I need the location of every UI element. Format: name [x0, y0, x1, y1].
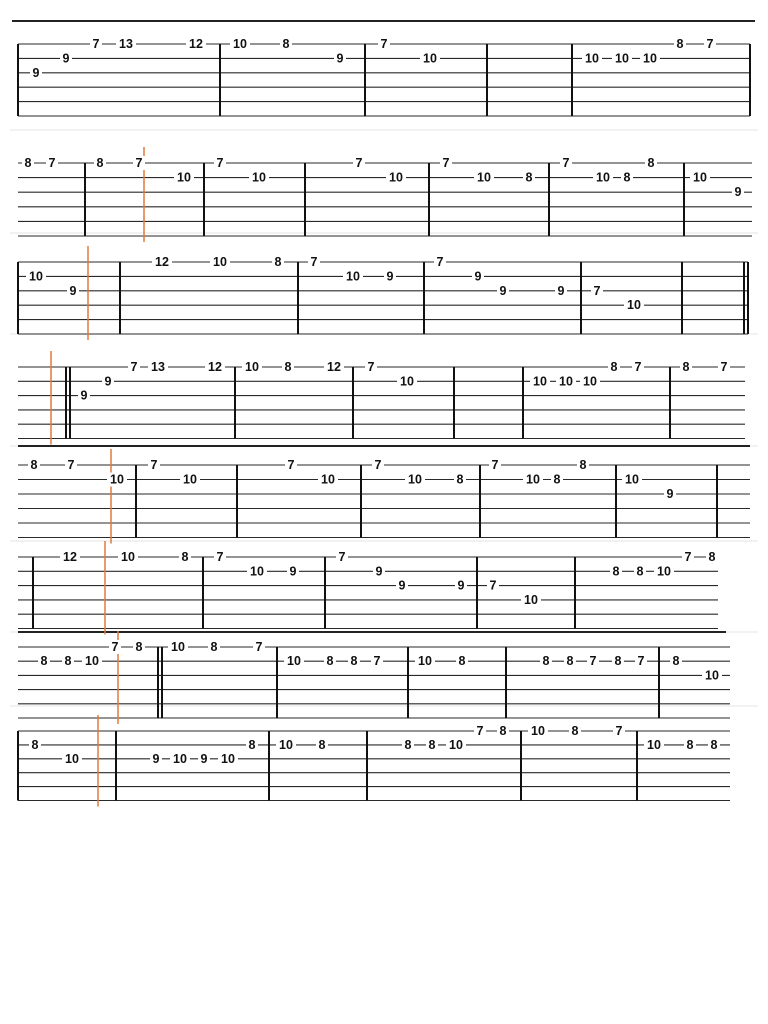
fret-number: 10: [657, 564, 671, 579]
fret-number: 8: [181, 550, 189, 564]
fret-number: 10: [583, 374, 597, 389]
fret-number: 8: [64, 654, 72, 669]
fret-number: 7: [67, 458, 75, 472]
fret-number: 10: [346, 269, 360, 284]
fret-number: 8: [284, 360, 292, 374]
fret-number: 7: [720, 360, 728, 374]
fret-number: 8: [612, 564, 620, 579]
fret-number: 10: [449, 737, 463, 752]
fret-number: 9: [200, 751, 208, 766]
fret-number: 12: [208, 360, 222, 374]
fret-number: 10: [627, 298, 641, 313]
fret-number: 10: [85, 654, 99, 669]
fret-number: 7: [111, 640, 119, 654]
fret-number: 8: [274, 255, 282, 269]
fret-number: 8: [682, 360, 690, 374]
fret-number: 7: [216, 550, 224, 564]
fret-number: 9: [474, 269, 482, 284]
fret-number: 8: [623, 170, 631, 185]
fret-number: 8: [282, 37, 290, 51]
fret-number: 8: [40, 654, 48, 669]
fret-number: 8: [571, 724, 579, 738]
fret-number: 13: [151, 360, 165, 374]
fret-number: 8: [647, 156, 655, 170]
fret-number: 12: [327, 360, 341, 374]
fret-number: 9: [557, 283, 565, 298]
fret-number: 8: [686, 737, 694, 752]
fret-number: 10: [177, 170, 191, 185]
fret-number: 8: [636, 564, 644, 579]
fret-number: 7: [135, 156, 143, 170]
fret-number: 9: [80, 388, 88, 403]
fret-number: 10: [596, 170, 610, 185]
fret-number: 10: [183, 472, 197, 487]
fret-number: 9: [386, 269, 394, 284]
fret-number: 7: [338, 550, 346, 564]
fret-number: 10: [245, 360, 259, 374]
fret-number: 8: [676, 37, 684, 51]
fret-number: 10: [279, 737, 293, 752]
fret-number: 7: [637, 654, 645, 669]
fret-number: 10: [643, 51, 657, 66]
fret-number: 10: [533, 374, 547, 389]
fret-number: 10: [252, 170, 266, 185]
fret-number: 7: [310, 255, 318, 269]
fret-number: 8: [614, 654, 622, 669]
fret-number: 10: [287, 654, 301, 669]
fret-number: 7: [489, 578, 497, 593]
fret-number: 7: [355, 156, 363, 170]
fret-number: 10: [524, 592, 538, 607]
fret-number: 8: [96, 156, 104, 170]
fret-number: 8: [708, 550, 716, 564]
fret-number: 8: [672, 654, 680, 669]
fret-number: 7: [436, 255, 444, 269]
fret-number: 8: [318, 737, 326, 752]
fret-number: 7: [476, 724, 484, 738]
fret-number: 8: [579, 458, 587, 472]
fret-number: 9: [499, 283, 507, 298]
fret-number: 10: [389, 170, 403, 185]
fret-number: 8: [458, 654, 466, 669]
fret-number: 8: [542, 654, 550, 669]
fret-number: 10: [321, 472, 335, 487]
fret-number: 10: [65, 751, 79, 766]
fret-number: 8: [248, 737, 256, 752]
fret-number: 9: [152, 751, 160, 766]
fret-number: 10: [400, 374, 414, 389]
fret-number: 10: [559, 374, 573, 389]
fret-number: 8: [499, 724, 507, 738]
fret-number: 12: [189, 37, 203, 51]
fret-number: 7: [634, 360, 642, 374]
fret-number: 7: [380, 37, 388, 51]
fret-number: 7: [48, 156, 56, 170]
fret-number: 7: [367, 360, 375, 374]
fret-number: 10: [233, 37, 247, 51]
fret-number: 7: [216, 156, 224, 170]
fret-number: 10: [213, 255, 227, 269]
fret-number: 8: [428, 737, 436, 752]
fret-number: 10: [693, 170, 707, 185]
fret-number: 9: [457, 578, 465, 593]
fret-number: 8: [710, 737, 718, 752]
fret-number: 7: [442, 156, 450, 170]
fret-number: 10: [29, 269, 43, 284]
fret-number: 13: [119, 37, 133, 51]
fret-number: 10: [615, 51, 629, 66]
fret-number: 8: [326, 654, 334, 669]
fret-number: 9: [375, 564, 383, 579]
fret-number: 7: [589, 654, 597, 669]
fret-number: 10: [477, 170, 491, 185]
fret-number: 7: [255, 640, 263, 654]
fret-number: 8: [566, 654, 574, 669]
fret-number: 10: [121, 550, 135, 564]
fret-number: 10: [408, 472, 422, 487]
fret-number: 10: [110, 472, 124, 487]
fret-number: 7: [374, 458, 382, 472]
fret-number: 9: [666, 487, 674, 501]
fret-number: 12: [63, 550, 77, 564]
fret-number: 7: [684, 550, 692, 564]
fret-number: 10: [171, 640, 185, 654]
fret-number: 10: [585, 51, 599, 66]
fret-number: 10: [173, 751, 187, 766]
fret-number: 7: [150, 458, 158, 472]
fret-number: 7: [562, 156, 570, 170]
fret-number: 9: [104, 374, 112, 389]
fret-number: 9: [69, 283, 77, 298]
fret-number: 9: [289, 564, 297, 579]
fret-number: 10: [625, 472, 639, 487]
fret-number: 8: [610, 360, 618, 374]
fret-number: 8: [525, 170, 533, 185]
fret-number: 10: [647, 737, 661, 752]
fret-number: 9: [62, 51, 70, 66]
fret-number: 10: [705, 668, 719, 683]
fret-number: 7: [130, 360, 138, 374]
fret-number: 7: [706, 37, 714, 51]
fret-number: 8: [30, 458, 38, 472]
fret-number: 8: [456, 472, 464, 487]
fret-number: 8: [24, 156, 32, 170]
fret-number: 7: [491, 458, 499, 472]
fret-number: 7: [373, 654, 381, 669]
fret-number: 9: [398, 578, 406, 593]
fret-number: 10: [531, 724, 545, 738]
fret-number: 7: [92, 37, 100, 51]
fret-number: 7: [615, 724, 623, 738]
fret-number: 10: [418, 654, 432, 669]
fret-number: 7: [287, 458, 295, 472]
fret-number: 10: [423, 51, 437, 66]
fret-number: 12: [155, 255, 169, 269]
fret-number: 8: [553, 472, 561, 487]
fret-number: 8: [31, 737, 39, 752]
fret-number: 7: [593, 283, 601, 298]
fret-number: 8: [404, 737, 412, 752]
fret-number: 9: [336, 51, 344, 66]
fret-number: 9: [734, 185, 742, 200]
fret-number: 8: [135, 640, 143, 654]
fret-number: 8: [350, 654, 358, 669]
fret-number: 10: [221, 751, 235, 766]
fret-number: 10: [526, 472, 540, 487]
fret-number: 8: [210, 640, 218, 654]
fret-number: 10: [250, 564, 264, 579]
fret-number: 9: [32, 65, 40, 80]
